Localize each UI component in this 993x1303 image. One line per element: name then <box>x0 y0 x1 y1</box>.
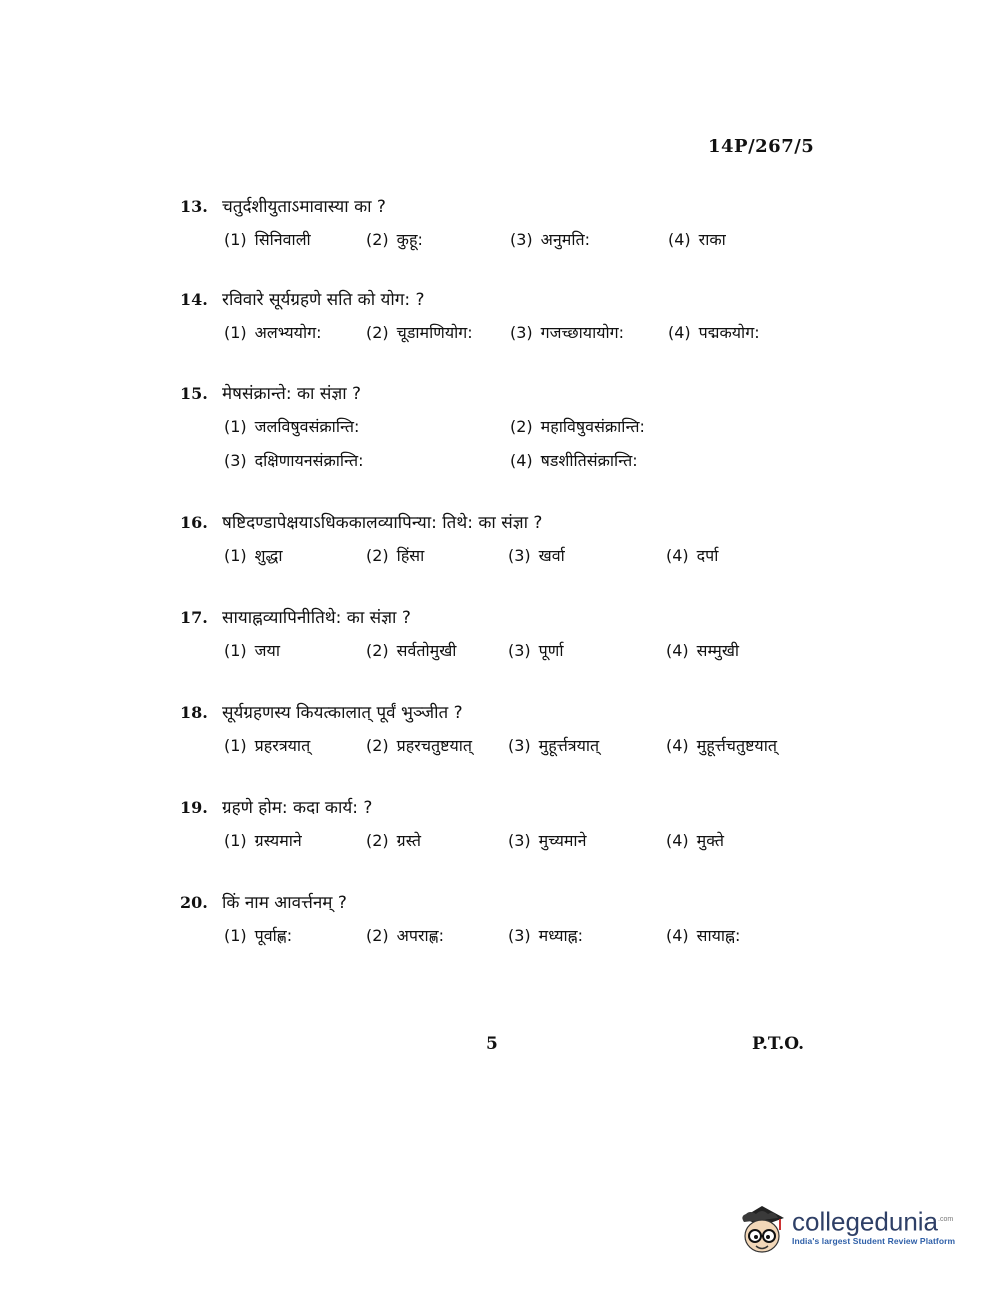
options <box>180 821 820 855</box>
option-1: (1) पूर्वाह्ण: <box>224 926 293 945</box>
option-3: (3) मुहूर्त्तत्रयात् <box>508 736 600 755</box>
options <box>180 407 820 477</box>
question-text: सूर्यग्रहणस्य कियत्कालात् पूर्वं भुञ्जीत ? <box>222 703 463 723</box>
question-text: रविवारे सूर्यग्रहणे सति को योग: ? <box>222 290 425 310</box>
options <box>180 536 820 570</box>
question-text: किं नाम आवर्त्तनम् ? <box>222 893 347 913</box>
question-text: सायाह्नव्यापिनीतिथे: का संज्ञा ? <box>222 608 411 628</box>
option-2: (2) अपराह्ण: <box>366 926 445 945</box>
question-number: 20. <box>180 893 208 912</box>
question-14 <box>180 287 820 347</box>
question-number: 13. <box>180 197 208 216</box>
option-4: (4) दर्पा <box>666 546 719 565</box>
option-4: (4) मुक्ते <box>666 831 724 850</box>
brand-name: collegedunia <box>792 1206 939 1237</box>
question-16 <box>180 510 820 570</box>
question-text: षष्टिदण्डापेक्षयाऽधिककालव्यापिन्या: तिथे: का संज्ञा ? <box>222 513 543 533</box>
option-2: (2) महाविषुवसंक्रान्ति: <box>510 417 645 436</box>
pto-label: P.T.O. <box>752 1034 804 1054</box>
option-4: (4) पद्मकयोग: <box>668 323 760 342</box>
option-2: (2) कुहू: <box>366 230 423 249</box>
option-1: (1) ग्रस्यमाने <box>224 831 302 850</box>
option-2: (2) ग्रस्ते <box>366 831 422 850</box>
option-3: (3) गजच्छायायोग: <box>510 323 625 342</box>
option-3: (3) अनुमति: <box>510 230 590 249</box>
option-2: (2) हिंसा <box>366 546 425 565</box>
question-20 <box>180 890 820 950</box>
options <box>180 726 820 760</box>
question-text: मेषसंक्रान्ते: का संज्ञा ? <box>222 384 362 404</box>
options <box>180 631 820 665</box>
option-2: (2) सर्वतोमुखी <box>366 641 457 660</box>
option-1: (1) शुद्धा <box>224 546 283 565</box>
brand-suffix: .com <box>938 1216 954 1224</box>
brand-tagline: India's largest Student Review Platform <box>792 1235 956 1246</box>
collegedunia-logo <box>736 1196 955 1256</box>
option-3: (3) दक्षिणायनसंक्रान्ति: <box>224 451 364 470</box>
option-2: (2) चूडामणियोग: <box>366 323 473 342</box>
question-number: 17. <box>180 608 208 627</box>
option-4: (4) सम्मुखी <box>666 641 740 660</box>
option-1: (1) सिनिवाली <box>224 230 311 249</box>
page-number: 5 <box>486 1034 498 1054</box>
options <box>180 220 820 254</box>
option-4: (4) षडशीतिसंक्रान्ति: <box>510 451 638 470</box>
option-1: (1) जलविषुवसंक्रान्ति: <box>224 417 360 436</box>
question-17 <box>180 605 820 665</box>
options <box>180 313 820 347</box>
option-3: (3) मध्याह्न: <box>508 926 584 945</box>
question-number: 18. <box>180 703 208 722</box>
option-3: (3) मुच्यमाने <box>508 831 587 850</box>
option-1: (1) प्रहरत्रयात् <box>224 736 311 755</box>
option-1: (1) अलभ्ययोग: <box>224 323 322 342</box>
question-13 <box>180 194 820 254</box>
question-text: ग्रहणे होम: कदा कार्य: ? <box>222 798 373 818</box>
option-4: (4) राका <box>668 230 726 249</box>
question-18 <box>180 700 820 760</box>
question-19 <box>180 795 820 855</box>
option-1: (1) जया <box>224 641 280 660</box>
question-number: 19. <box>180 798 208 817</box>
option-3: (3) पूर्णा <box>508 641 564 660</box>
mascot-icon <box>736 1196 788 1256</box>
option-3: (3) खर्वा <box>508 546 565 565</box>
option-4: (4) सायाह्न: <box>666 926 741 945</box>
question-text: चतुर्दशीयुताऽमावास्या का ? <box>222 197 386 217</box>
options <box>180 916 820 950</box>
option-4: (4) मुहूर्त्तचतुष्टयात् <box>666 736 777 755</box>
question-number: 16. <box>180 513 208 532</box>
question-15 <box>180 381 820 477</box>
question-number: 15. <box>180 384 208 403</box>
question-number: 14. <box>180 290 208 309</box>
option-2: (2) प्रहरचतुष्टयात् <box>366 736 472 755</box>
paper-code: 14P/267/5 <box>708 136 815 157</box>
